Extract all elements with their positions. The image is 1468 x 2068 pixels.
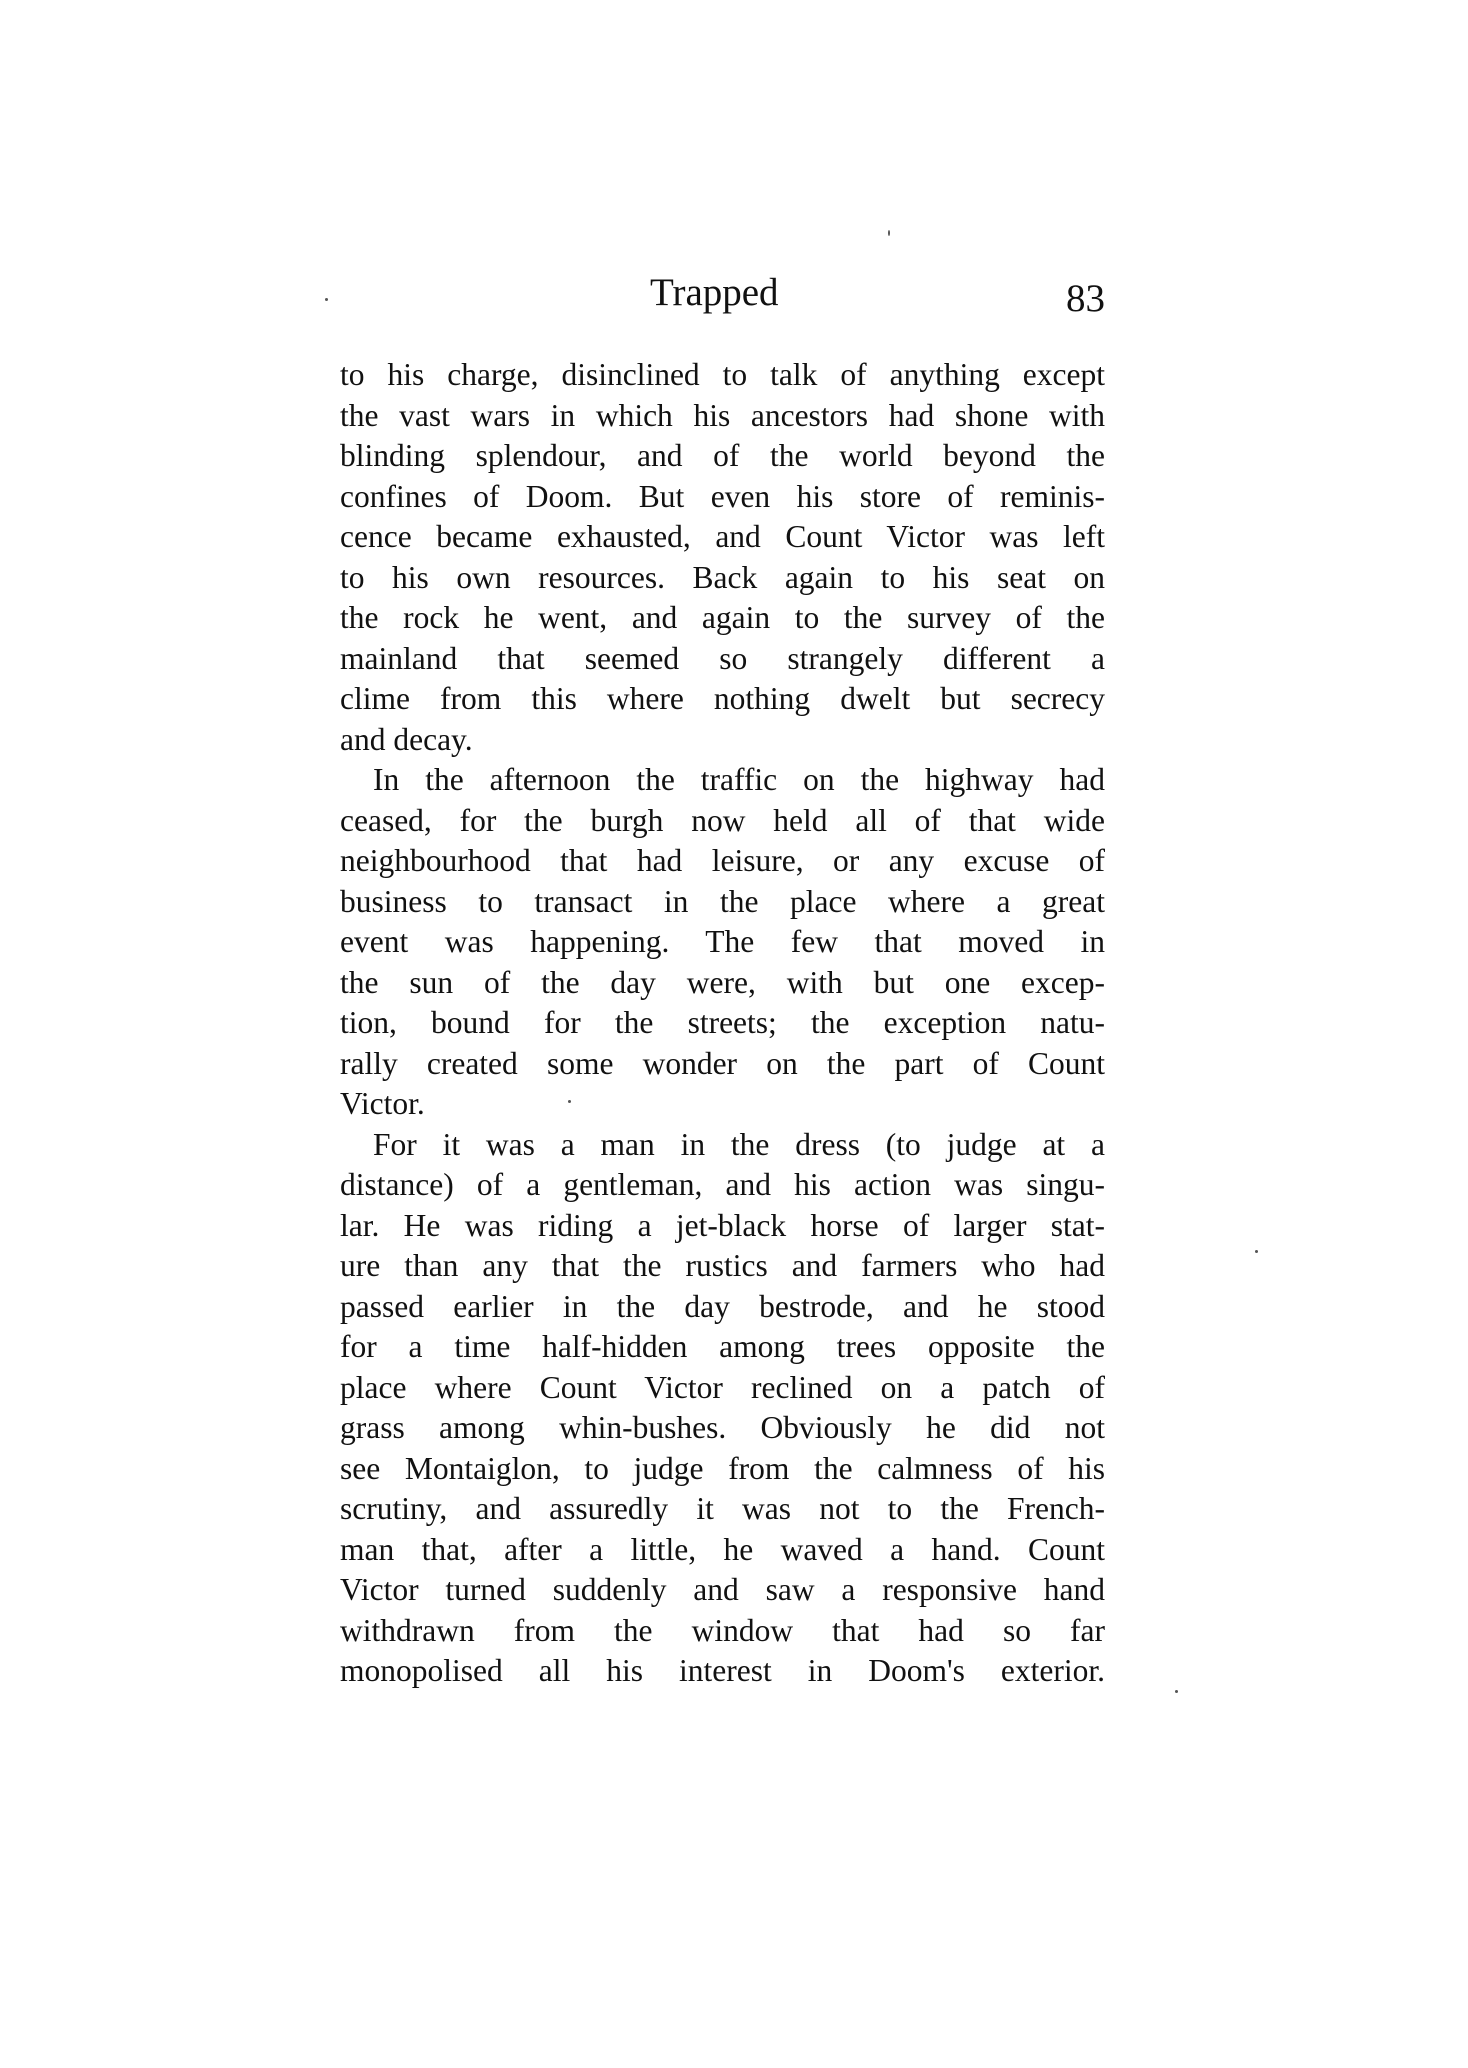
text-line: to his charge, disinclined to talk of anything except bbox=[340, 357, 1105, 392]
text-line: monopolised all his interest in Doom's exterior. bbox=[340, 1653, 1105, 1688]
text-line: place where Count Victor reclined on a patch of bbox=[340, 1369, 1105, 1405]
text-line: clime from this where nothing dwelt but secrecy bbox=[340, 681, 1105, 716]
text-line: see Montaiglon, to judge from the calmness of his bbox=[340, 1450, 1105, 1486]
scan-speck bbox=[568, 1100, 571, 1103]
text-line: Victor turned suddenly and saw a responsive hand bbox=[340, 1572, 1105, 1607]
text-line: neighbourhood that had leisure, or any excuse of bbox=[340, 843, 1105, 878]
text-line: tion, bound for the streets; the exception natu- bbox=[340, 1005, 1105, 1040]
scan-speck bbox=[1255, 1250, 1258, 1253]
text-line: distance) of a gentleman, and his action was singu- bbox=[340, 1167, 1105, 1202]
text-line: the vast wars in which his ancestors had shone with bbox=[340, 397, 1105, 433]
text-line: event was happening. The few that moved in bbox=[340, 924, 1105, 959]
running-title: Trapped bbox=[650, 271, 779, 314]
paragraph-3 bbox=[340, 1125, 1105, 1692]
paragraph-2 bbox=[340, 760, 1105, 1125]
text-line: blinding splendour, and of the world beyond the bbox=[340, 438, 1105, 473]
text-line: For it was a man in the dress (to judge at a bbox=[373, 1126, 1105, 1162]
text-line: In the afternoon the traffic on the highway had bbox=[373, 762, 1105, 797]
text-line: confines of Doom. But even his store of reminis- bbox=[340, 478, 1105, 514]
body-text bbox=[340, 355, 1105, 1692]
text-line: and decay. bbox=[340, 721, 473, 757]
text-line: ure than any that the rustics and farmers who had bbox=[340, 1248, 1105, 1283]
text-line: to his own resources. Back again to his seat on bbox=[340, 559, 1105, 595]
text-line: grass among whin-bushes. Obviously he did not bbox=[340, 1410, 1105, 1445]
text-line: Victor. bbox=[340, 1086, 425, 1121]
text-line: rally created some wonder on the part of Count bbox=[340, 1045, 1105, 1081]
text-line: for a time half-hidden among trees opposite the bbox=[340, 1329, 1105, 1364]
text-line: withdrawn from the window that had so far bbox=[340, 1612, 1105, 1648]
text-line: the rock he went, and again to the survey of the bbox=[340, 600, 1105, 635]
page-header bbox=[340, 268, 1105, 328]
scan-speck bbox=[1175, 1690, 1178, 1693]
text-line: cence became exhausted, and Count Victor was left bbox=[340, 519, 1105, 554]
scan-speck bbox=[888, 230, 890, 236]
scan-speck bbox=[325, 298, 328, 301]
text-line: scrutiny, and assuredly it was not to the French- bbox=[340, 1491, 1105, 1526]
page-number: 83 bbox=[1066, 277, 1105, 320]
text-line: mainland that seemed so strangely different a bbox=[340, 640, 1105, 676]
text-line: ceased, for the burgh now held all of that wide bbox=[340, 802, 1105, 838]
paragraph-1 bbox=[340, 355, 1105, 760]
text-line: the sun of the day were, with but one excep- bbox=[340, 964, 1105, 1000]
text-line: lar. He was riding a jet-black horse of larger stat- bbox=[340, 1207, 1105, 1243]
text-line: man that, after a little, he waved a hand. Count bbox=[340, 1531, 1105, 1567]
text-line: passed earlier in the day bestrode, and he stood bbox=[340, 1288, 1105, 1324]
text-line: business to transact in the place where a great bbox=[340, 883, 1105, 919]
